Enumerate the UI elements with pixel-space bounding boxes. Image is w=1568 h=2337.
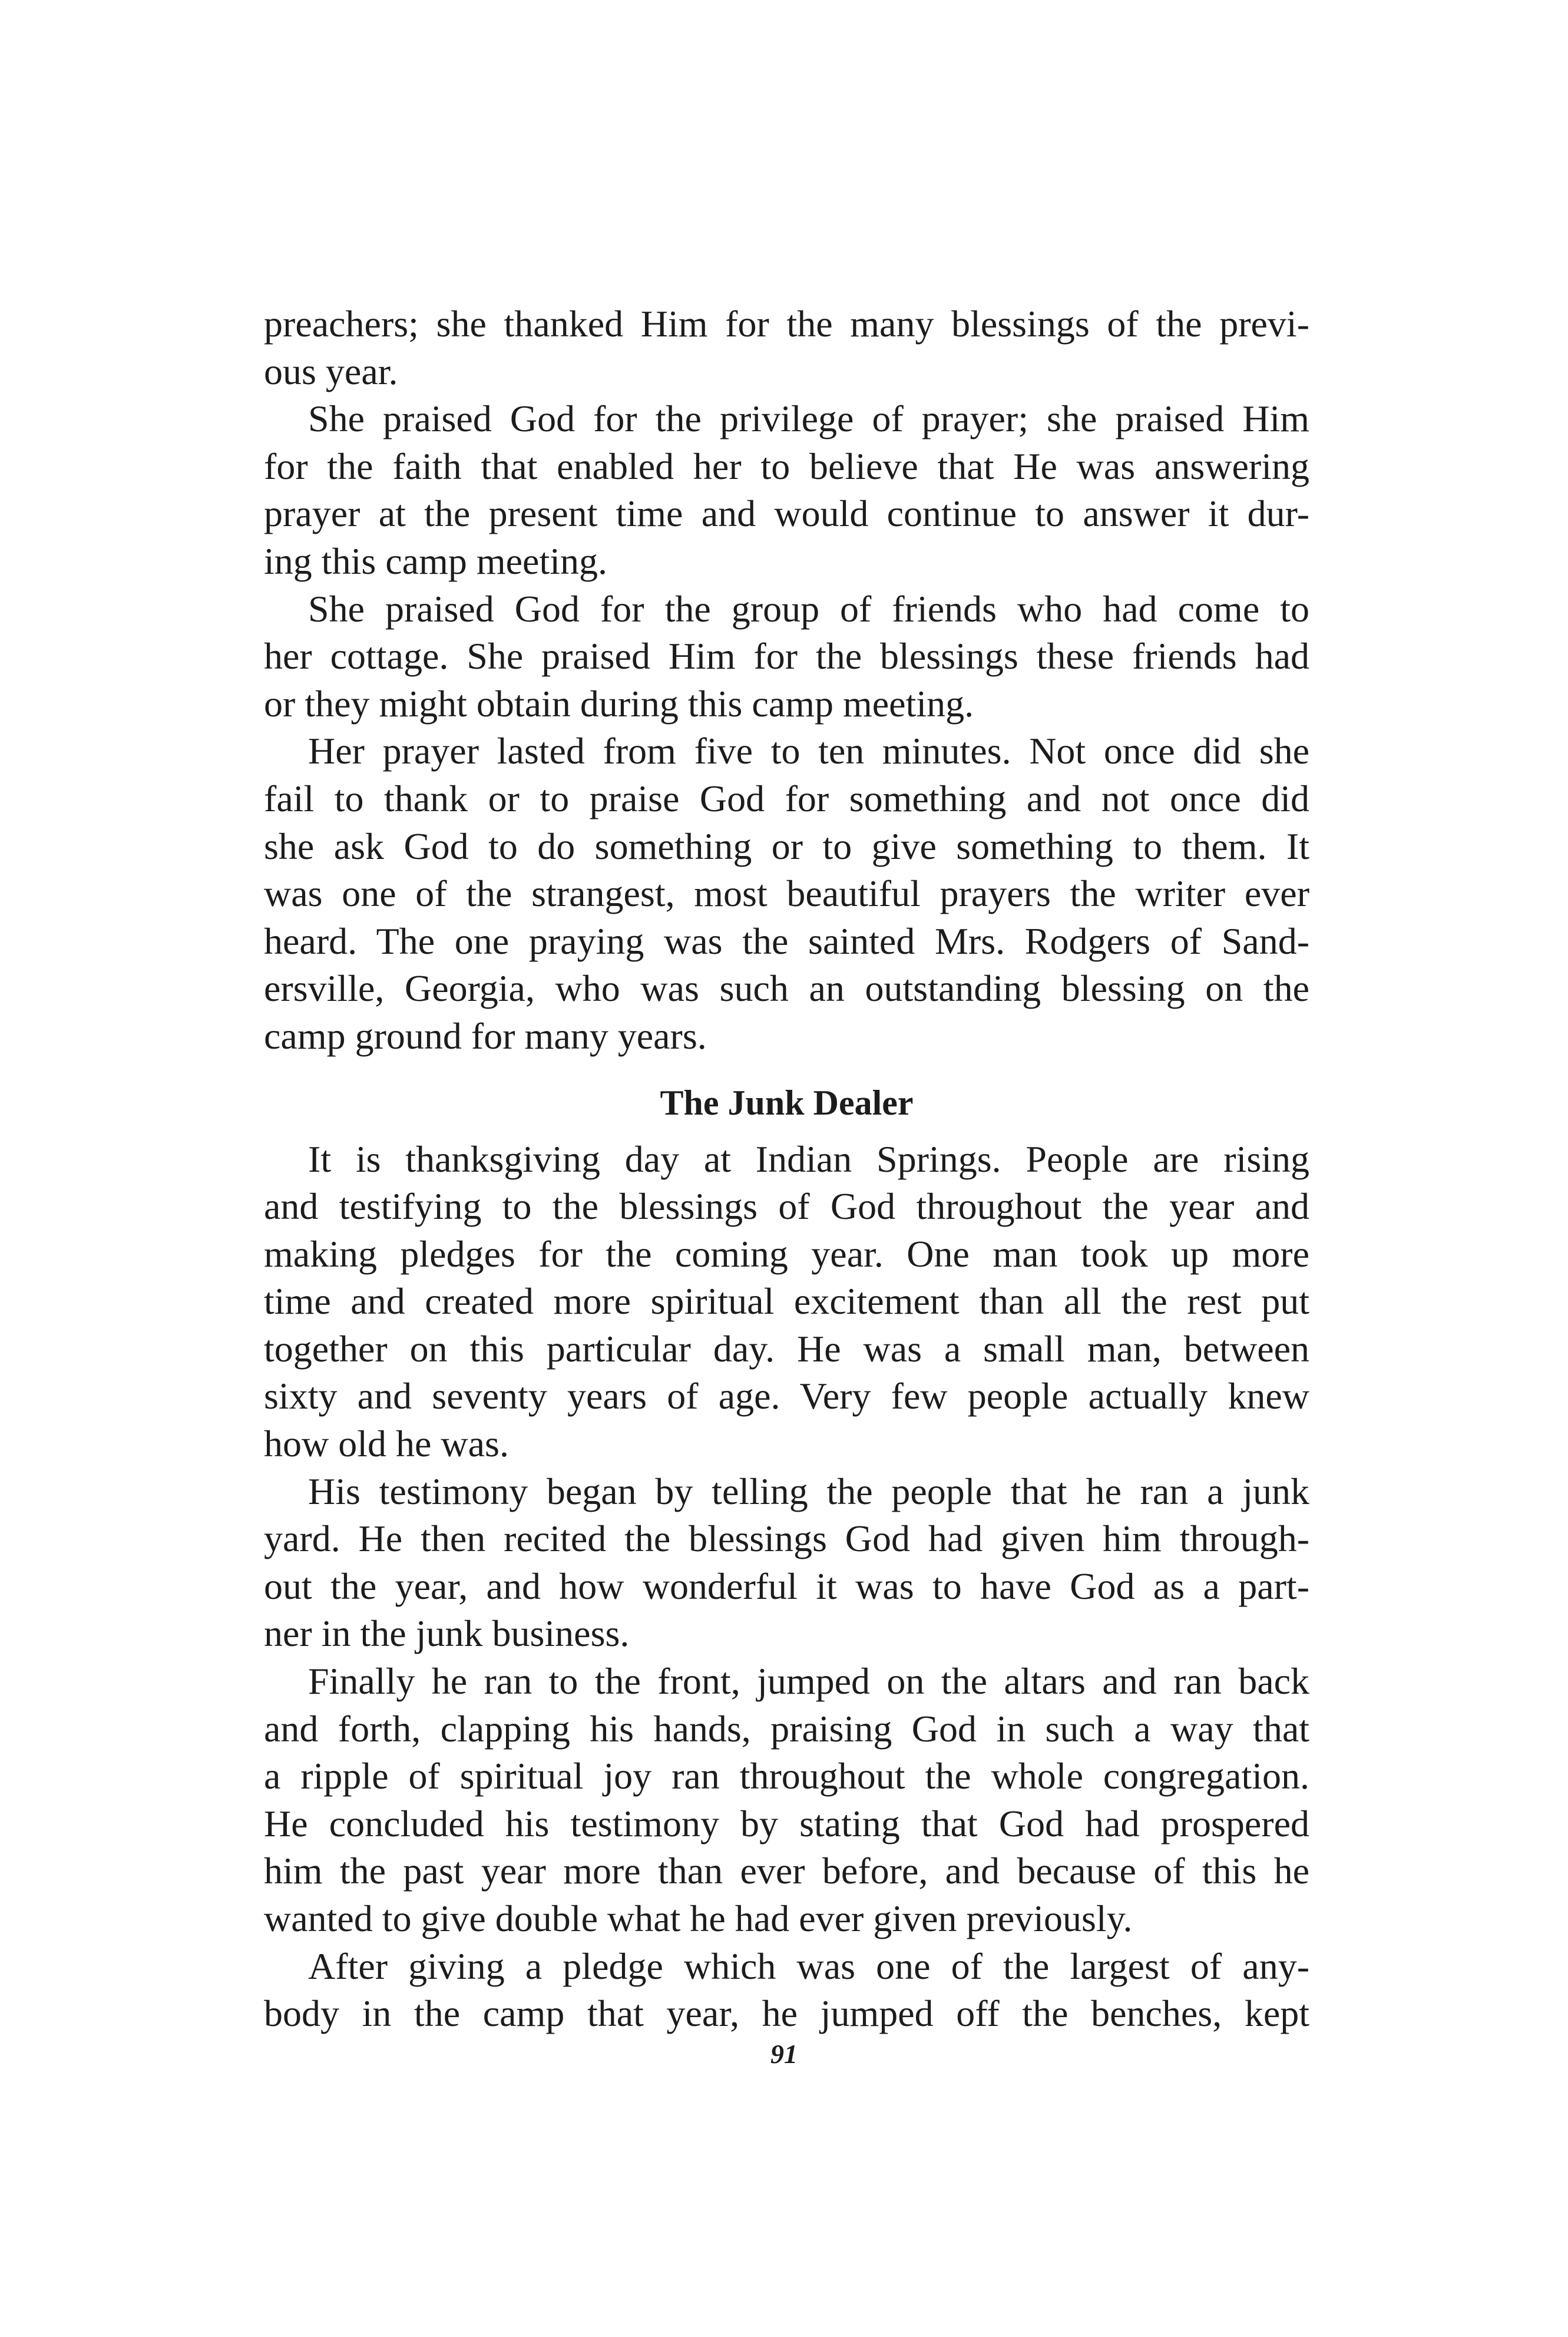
text-line: Finally he ran to the front, jumped on the altars and ran back [308,1660,1309,1703]
text-line: yard. He then recited the blessings God had given him through- [264,1518,1309,1560]
section-heading: The Junk Dealer [660,1083,914,1122]
text-line: or they might obtain during this camp meeting. [264,682,974,725]
page-number: 91 [770,2039,798,2069]
text-line: He concluded his testimony by stating that God had prospered [264,1802,1309,1845]
text-line: She praised God for the group of friends who had come to [308,587,1309,630]
text-line: she ask God to do something or to give something to them. It [264,825,1309,867]
text-line: and forth, clapping his hands, praising God in such a way that [264,1707,1309,1750]
text-line: preachers; she thanked Him for the many blessings of the previ- [264,303,1309,345]
paragraph [264,1658,1309,1943]
paragraph [264,300,1309,395]
text-line: time and created more spiritual excitement than all the rest put [264,1280,1309,1323]
text-line: how old he was. [264,1423,509,1465]
text-line: ous year. [264,350,398,392]
paragraph [264,1468,1309,1658]
text-line: out the year, and how wonderful it was to have God as a part- [264,1565,1309,1607]
text-line: His testimony began by telling the people that he ran a junk [308,1470,1309,1512]
text-line: sixty and seventy years of age. Very few people actually knew [264,1375,1309,1417]
paragraph [264,395,1309,585]
text-line: It is thanksgiving day at Indian Springs. People are rising [308,1138,1309,1180]
paragraph [264,586,1309,728]
text-line: body in the camp that year, he jumped off the benches, kept [264,1992,1309,2035]
text-line: together on this particular day. He was a small man, between [264,1327,1309,1370]
text-block-after-heading [264,1136,1309,2038]
text-line: him the past year more than ever before, and because of this he [264,1850,1309,1892]
text-block-before-heading [264,300,1309,1060]
text-line: fail to thank or to praise God for something and not once did [264,777,1309,819]
text-line: heard. The one praying was the sainted Mrs. Rodgers of Sand- [264,920,1309,962]
text-line: ing this camp meeting. [264,540,607,582]
text-line: Her prayer lasted from five to ten minutes. Not once did she [308,730,1309,772]
text-line: a ripple of spiritual joy ran throughout the whole congregation. [264,1755,1309,1797]
paragraph [264,1943,1309,2038]
text-line: After giving a pledge which was one of the largest of any- [308,1945,1309,1987]
page-body [264,300,1309,2038]
text-line: She praised God for the privilege of prayer; she praised Him [308,398,1309,440]
text-line: ersville, Georgia, who was such an outstanding blessing on the [264,967,1309,1010]
paragraph [264,728,1309,1060]
text-line: for the faith that enabled her to believe that He was answering [264,445,1309,487]
text-line: ner in the junk business. [264,1612,630,1655]
text-line: wanted to give double what he had ever given previously. [264,1898,1133,1939]
text-line: camp ground for many years. [264,1014,707,1057]
text-line: her cottage. She praised Him for the blessings these friends had [264,635,1309,677]
text-line: prayer at the present time and would continue to answer it dur- [264,492,1309,535]
text-line: and testifying to the blessings of God throughout the year and [264,1185,1309,1228]
text-line: was one of the strangest, most beautiful prayers the writer ever [264,872,1309,915]
paragraph [264,1136,1309,1468]
text-line: making pledges for the coming year. One man took up more [264,1232,1309,1275]
